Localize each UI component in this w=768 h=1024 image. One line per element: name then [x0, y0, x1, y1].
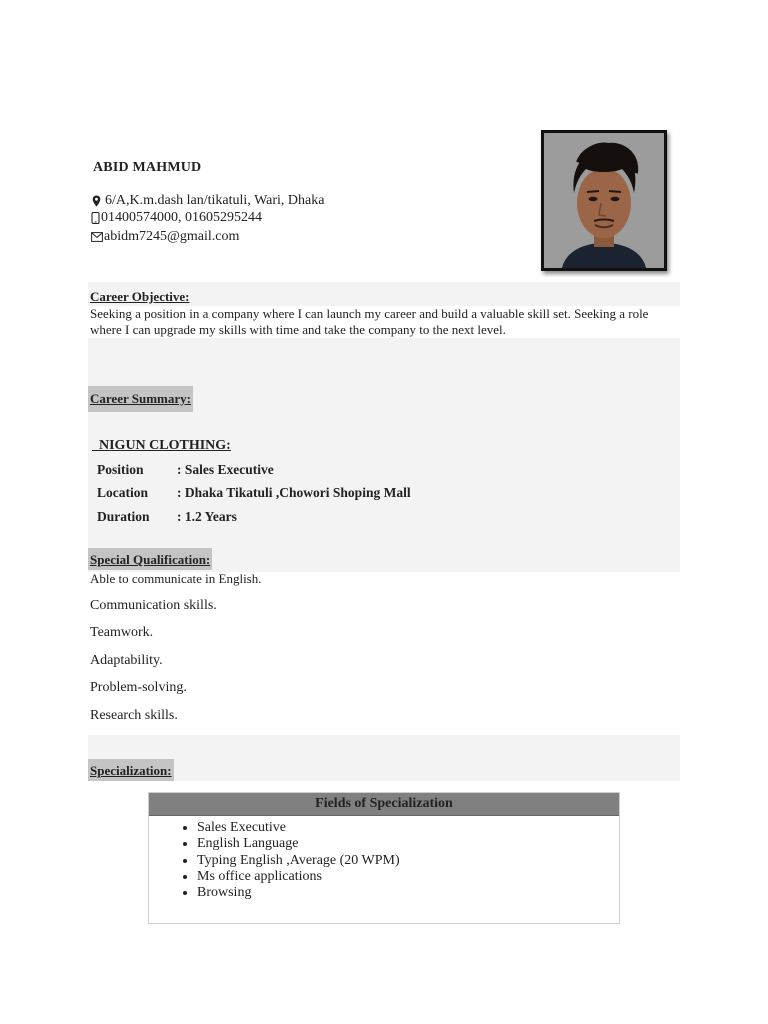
mobile-phone-icon: [91, 212, 100, 224]
qualification-item: Research skills.: [90, 708, 178, 723]
qualification-item: Adaptability.: [90, 653, 163, 668]
profile-photo: [541, 130, 667, 271]
position-label: Position: [97, 462, 144, 477]
duration-value: : 1.2 Years: [177, 509, 237, 524]
qualification-item: Communication skills.: [90, 598, 217, 613]
specialization-band: [88, 735, 680, 781]
location-row: [97, 485, 411, 501]
special-qualification-title: Special Qualification:: [88, 548, 212, 570]
specialization-item: • Ms office applications: [197, 869, 619, 885]
map-pin-icon: [91, 195, 102, 207]
position-row: [97, 462, 274, 478]
qualification-item: Able to communicate in English.: [90, 571, 262, 586]
specialization-item: • Browsing: [197, 885, 619, 901]
specialization-table-header: Fields of Specialization: [149, 793, 619, 816]
candidate-name: ABID MAHMUD: [93, 160, 202, 175]
qualification-item: Teamwork.: [90, 625, 154, 640]
phone-text: 01400574000, 01605295244: [101, 210, 262, 225]
specialization-item: • English Language: [197, 836, 619, 852]
email-text: abidm7245@gmail.com: [104, 229, 240, 244]
career-summary-title: Career Summary:: [88, 386, 193, 412]
duration-row: [97, 509, 237, 525]
specialization-title: Specialization:: [88, 759, 174, 781]
specialization-item: • Sales Executive: [197, 820, 619, 836]
location-label: Location: [97, 485, 149, 500]
position-value: : Sales Executive: [177, 462, 274, 477]
email-line: [91, 229, 239, 245]
specialization-item: • Typing English ,Average (20 WPM): [197, 853, 619, 869]
specialization-list: [149, 820, 619, 901]
envelope-icon: [91, 232, 103, 242]
company-name: [92, 438, 231, 454]
specialization-table: [148, 792, 620, 924]
career-objective-title: Career Objective:: [90, 289, 190, 304]
location-value: : Dhaka Tikatuli ,Chowori Shoping Mall: [177, 485, 411, 500]
address-text: 6/A,K.m.dash lan/tikatuli, Wari, Dhaka: [105, 193, 325, 208]
address-line: [91, 193, 324, 209]
career-objective-text: Seeking a position in a company where I can launch my career and build a valuable skill set. Seeking a role where I can upgrade my skills with time and take the company to the next level.: [90, 306, 649, 337]
duration-label: Duration: [97, 509, 150, 524]
qualification-item: Problem-solving.: [90, 680, 187, 695]
phone-line: [91, 210, 262, 226]
company-name-text: NIGUN CLOTHING:: [99, 438, 231, 453]
career-summary-band: [88, 338, 680, 572]
